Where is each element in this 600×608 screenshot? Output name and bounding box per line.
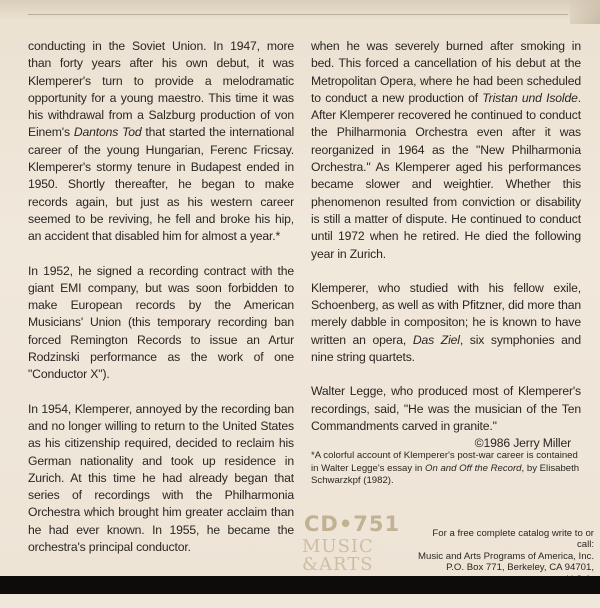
text-run: conducting in the Soviet Union. In 1947, more than forty years after his own debut, it was Klemperer's turn to provide a melodramatic opportunity for a young maestro. This time it was his withdrawal from a Salzburg production of von Einem's [28,39,294,140]
copyright-line: ©1986 Jerry Miller [474,436,571,451]
opera-title: Dantons Tod [73,125,142,140]
catalog-line-2: Music and Arts Programs of America, Inc. [418,550,594,562]
left-paragraph-3: In 1954, Klemperer, annoyed by the recording ban and no longer willing to return to the United States as his citizenship required, decided to reclaim his German nationality and took up residence in Zurich. At this time he had already began that series of recordings with the Philharmonia Orchestra which brought him greater acclaim than he had ever known. In 1955, he became the orchestra's principal conductor. [28,401,294,555]
music-and-arts-logo [298,512,408,576]
catalog-line-1: For a free complete catalog write to or call: [432,528,594,551]
right-paragraph-2 [311,280,581,366]
opera-title: Tristan und Isolde [482,90,578,105]
right-column [311,38,581,470]
text-run: *A colorful account of Klemperer's post-war career is contained in Walter Legge's essay in [311,450,578,474]
text-run: , by Elisabeth Schwarzkpf (1982). [311,462,580,487]
top-border [0,0,600,20]
footnote [311,450,583,488]
logo-word-arts: &ARTS [302,554,374,575]
left-paragraph-1 [28,38,294,246]
book-title: On and Off the Record [425,462,522,474]
opera-title: Das Ziel [412,332,460,347]
text-run: Klemperer, who studied with his fellow exile, Schoenberg, as well as with Pfitzner, did more than merely dabble in compositon; he is known to have written an opera, [311,280,581,347]
text-run: . After Klemperer recovered he continued to conduct the Philharmonia Orchestra even after it was reorganized in 1964 as the "New Philharmonia Orchestra." As Klemperer aged his performances became slower and weightier. Whether this phenomenon resulted from conviction or disability is still a matter of dispute. He continued to conduct until 1972 when he retired. He died the following year in Zurich. [311,90,582,261]
left-paragraph-2: In 1952, he signed a recording contract with the giant EMI company, but was soon forbidden to make European records by the American Musicians' Union (this temporary recording ban forced Remington Records to issue an Artur Rodzinski performance as the work of one "Conductor X"). [28,263,294,382]
logo-word-music: MUSIC [302,536,374,557]
right-paragraph-3: Walter Legge, who produced most of Klemperer's recordings, said, "He was the musician of the Ten Commandments carved in granite." [311,384,581,433]
bottom-edge [0,576,600,594]
corner-shadow [570,0,600,24]
cd-number: CD•751 [304,512,401,536]
left-column [28,38,294,608]
right-paragraph-1 [311,38,581,263]
catalog-line-3: P.O. Box 771, Berkeley, CA 94701, [446,562,594,574]
text-run: that started the international career of the young Hungarian, Ferenc Fricsay. Klemperer's stormy tenure in Budapest ended in 1950. Shortly thereafter, he began to make records again, but just as his western career seemed to be reviving, he fell and broke his hip, an accident that disabled him for almost a year.* [28,125,295,244]
text-run: , six symphonies and nine string quartets. [311,332,582,365]
top-rule-line [28,14,568,15]
text-run: when he was severely burned after smoking in bed. This forced a cancellation of his debut at the Metropolitan Opera, where he had been scheduled to conduct a new production of [311,39,581,105]
